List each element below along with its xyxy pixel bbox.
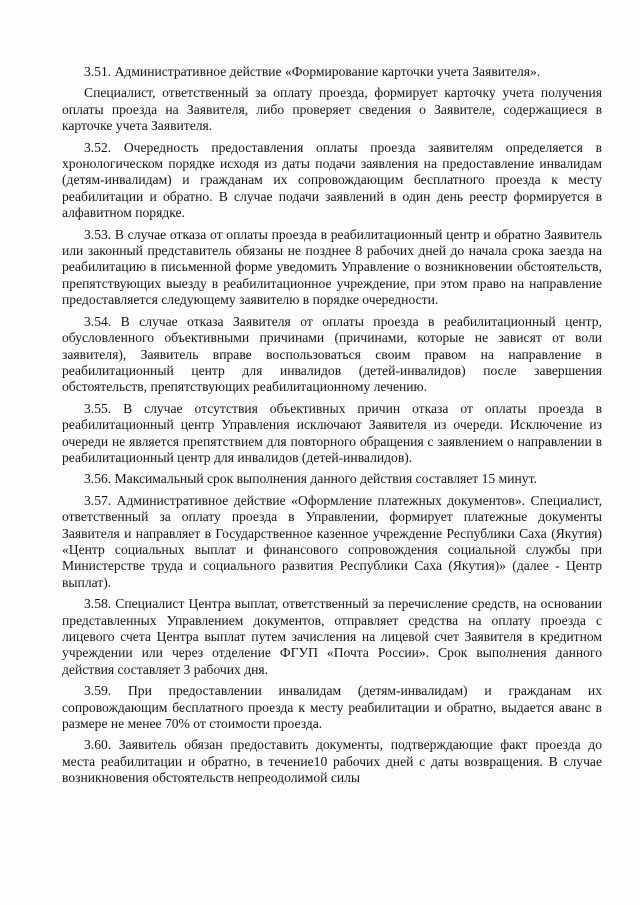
paragraph-3-51-body: Специалист, ответственный за оплату проезда, формирует карточку учета получения оплаты проезда на Заявителя, либо проверяет сведения о Заявителе, содержащиеся в карточке учета Заявителя. xyxy=(62,85,602,134)
paragraph-3-52: 3.52. Очередность предоставления оплаты проезда заявителям определяется в хронологическом порядке исходя из даты подачи заявления на предоставление инвалидам (детям-инвалидам) и гражданам их сопровождающим бесплатного проезда к месту реабилитации и обратно. В случае подачи заявлений в один день реестр формируется в алфавитном порядке. xyxy=(62,139,602,221)
paragraph-3-59: 3.59. При предоставлении инвалидам (детям-инвалидам) и гражданам их сопровождающим бесплатного проезда к месту реабилитации и обратно, выдается аванс в размере не менее 70% от стоимости проезда. xyxy=(62,683,602,732)
paragraph-3-53: 3.53. В случае отказа от оплаты проезда в реабилитационный центр и обратно Заявитель или законный представитель обязаны не позднее 8 рабочих дней до начала срока заезда на реабилитацию в письменной форме уведомить Управление о возникновении обстоятельств, препятствующих выезду в реабилитационное учреждение, при этом право на направление предоставляется следующему заявителю в порядке очередности. xyxy=(62,226,602,308)
paragraph-3-56: 3.56. Максимальный срок выполнения данного действия составляет 15 минут. xyxy=(84,471,537,487)
paragraph-3-55: 3.55. В случае отсутствия объективных причин отказа от оплаты проезда в реабилитационный центр Управления исключают Заявителя из очереди. Исключение из очереди не является препятствием для повторного обращения с заявлением о направлении в реабилитационный центр для инвалидов (детей-инвалидов). xyxy=(62,400,602,465)
paragraph-3-57: 3.57. Административное действие «Оформление платежных документов». Специалист, ответственный за оплату проезда в Управлении, формирует платежные документы Заявителя и направляет в Государственное казенное учреждение Республики Саха (Якутия) «Центр социальных выплат и финансового сопровождения социальной службы при Министерстве труда и социального развития Республики Саха (Якутия)» (далее - Центр выплат). xyxy=(62,492,602,590)
paragraph-3-54: 3.54. В случае отказа Заявителя от оплаты проезда в реабилитационный центр, обусловленного объективными причинами (причинами, которые не зависят от воли заявителя), Заявитель вправе воспользоваться своим правом на направление в реабилитационный центр для инвалидов (детей-инвалидов) после завершения обстоятельств, препятствующих реабилитационному лечению. xyxy=(62,313,602,395)
document-body xyxy=(62,64,602,792)
paragraph-3-60: 3.60. Заявитель обязан предоставить документы, подтверждающие факт проезда до места реабилитации и обратно, в течение10 рабочих дней с даты возвращения. В случае возникновения обстоятельств непреодолимой силы xyxy=(62,737,602,786)
paragraph-3-51-heading: 3.51. Административное действие «Формирование карточки учета Заявителя». xyxy=(84,64,541,79)
paragraph-3-58: 3.58. Специалист Центра выплат, ответственный за перечисление средств, на основании представленных Управлением документов, отправляет средства на оплату проезда с лицевого счета Центра выплат путем зачисления на лицевой счет Заявителя в кредитном учреждении или через отделение ФГУП «Почта России». Срок выполнения данного действия составляет 3 рабочих дня. xyxy=(62,596,602,677)
